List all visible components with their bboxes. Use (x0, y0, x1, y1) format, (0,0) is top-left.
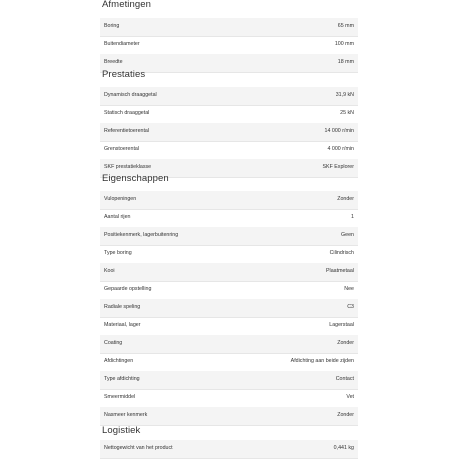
spec-value: 25 kN (340, 110, 354, 116)
spec-value: 65 mm (337, 23, 354, 29)
spec-value: Zonder (337, 412, 354, 418)
section-title-prestaties: Prestaties (102, 69, 146, 80)
spec-row-materiaal-lager (100, 317, 358, 336)
spec-value: 100 mm (334, 41, 354, 47)
spec-row-statisch-draaggetal (100, 105, 358, 124)
spec-label: Positiekenmerk, lagerbuitenring (104, 232, 179, 238)
spec-value: Zonder (337, 196, 354, 202)
spec-row-smeermiddel (100, 389, 358, 408)
spec-label: SKF prestatieklasse (104, 164, 152, 170)
spec-label: Buitendiameter (104, 41, 140, 47)
spec-value: 1 (351, 214, 354, 220)
section-title-afmetingen: Afmetingen (102, 0, 152, 10)
spec-value: Zonder (337, 340, 354, 346)
spec-value: 18 mm (337, 59, 354, 65)
spec-row-gepaarde-opstelling (100, 281, 358, 300)
spec-row-radiale-speling (100, 299, 358, 318)
spec-row-grenstoerental (100, 141, 358, 160)
section-title-eigenschappen: Eigenschappen (102, 173, 169, 184)
spec-label: Statisch draaggetal (104, 110, 150, 116)
spec-label: Gepaarde opstelling (104, 286, 152, 292)
spec-row-type-afdichting (100, 371, 358, 390)
spec-row-nasmeer-kenmerk (100, 407, 358, 426)
spec-value: Afdichting aan beide zijden (290, 358, 354, 364)
spec-row-boring (100, 18, 358, 37)
spec-label: Type boring (104, 250, 132, 256)
spec-label: Breedte (104, 59, 123, 65)
spec-value: C3 (347, 304, 354, 310)
spec-value: Lagerstaal (329, 322, 354, 328)
spec-row-buitendiameter (100, 36, 358, 55)
spec-value: Vet (346, 394, 354, 400)
spec-value: Plaatmetaal (326, 268, 354, 274)
spec-label: Radiale speling (104, 304, 141, 310)
spec-value: 31,9 kN (335, 92, 354, 98)
spec-row-positiekenmerk (100, 227, 358, 246)
spec-row-afdichtingen (100, 353, 358, 372)
spec-row-aantal-rijen (100, 209, 358, 228)
spec-value: Cilindrisch (329, 250, 354, 256)
spec-label: Boring (104, 23, 120, 29)
spec-label: Type afdichting (104, 376, 140, 382)
spec-label: Kooi (104, 268, 115, 274)
section-title-logistiek: Logistiek (102, 425, 141, 436)
spec-label: Vulopeningen (104, 196, 137, 202)
spec-label: Afdichtingen (104, 358, 134, 364)
spec-value: 14 000 r/min (324, 128, 354, 134)
spec-row-coating (100, 335, 358, 354)
spec-label: Aantal rijen (104, 214, 131, 220)
spec-label: Nasmeer kenmerk (104, 412, 148, 418)
spec-row-nettogewicht (100, 440, 358, 459)
spec-value: Nee (344, 286, 354, 292)
spec-row-referentietoerental (100, 123, 358, 142)
spec-label: Coating (104, 340, 123, 346)
spec-value: 4 000 r/min (327, 146, 354, 152)
spec-value: Geen (341, 232, 354, 238)
spec-value: SKF Explorer (322, 164, 354, 170)
spec-row-type-boring (100, 245, 358, 264)
spec-label: Nettogewicht van het product (104, 445, 173, 451)
spec-value: Contact (335, 376, 354, 382)
spec-label: Smeermiddel (104, 394, 136, 400)
spec-row-kooi (100, 263, 358, 282)
spec-row-dynamisch-draaggetal (100, 87, 358, 106)
spec-label: Dynamisch draaggetal (104, 92, 157, 98)
spec-value: 0,441 kg (333, 445, 354, 451)
spec-label: Materiaal, lager (104, 322, 141, 328)
spec-label: Grenstoerental (104, 146, 140, 152)
spec-row-vulopeningen (100, 191, 358, 210)
spec-label: Referentietoerental (104, 128, 150, 134)
